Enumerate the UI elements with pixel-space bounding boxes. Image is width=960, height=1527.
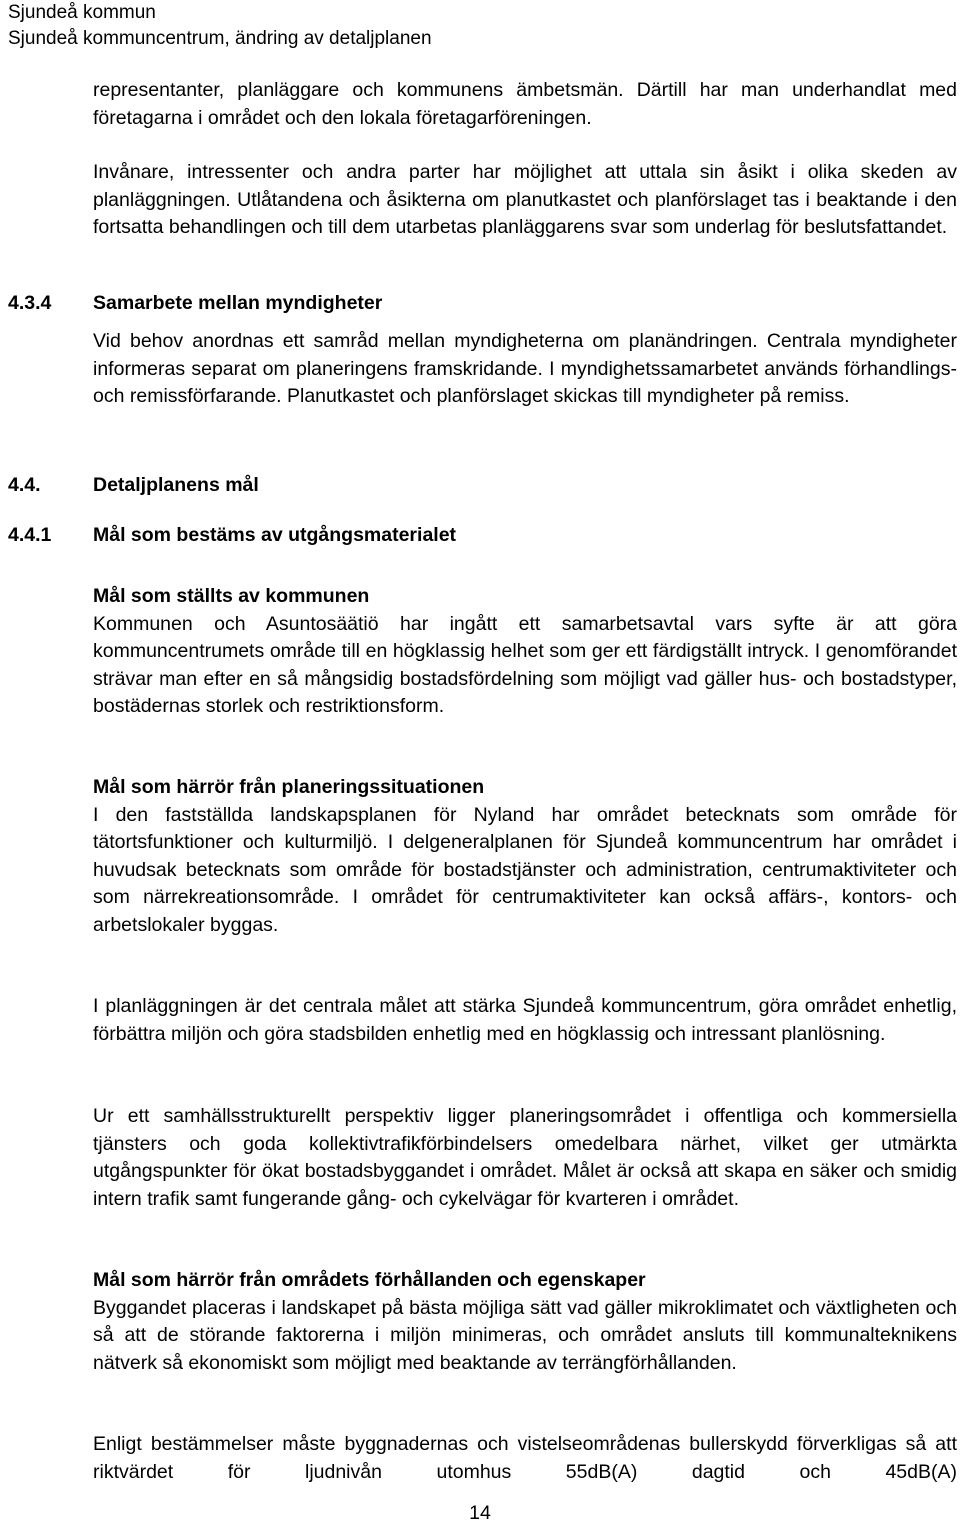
paragraph-invanare — [93, 159, 957, 242]
paragraph-text: Invånare, intressenter och andra parter har möjlighet att uttala sin åsikt i olika skeden av planläggningen. Utlåtandena och åsikterna om planutkastet och planförslaget tas i beaktande i den fortsatta behandlingen och till dem utarbetas planläggarens svar som underlag för beslutsfattandet. — [93, 161, 957, 238]
section-title: Mål som bestäms av utgångsmaterialet — [93, 524, 457, 546]
page-header — [8, 0, 432, 52]
subsection-kommunen — [93, 583, 957, 721]
subsection-planering — [93, 774, 957, 939]
paragraph-text: Byggandet placeras i landskapet på bästa möjliga sätt vad gäller mikroklimatet och växtligheten och så att de störande faktorerna i miljön minimeras, och området ansluts till kommunalteknikens nätverk så ekonomiskt som möjligt med beaktande av terrängförhållanden. — [93, 1296, 957, 1374]
page-number: 14 — [469, 1502, 491, 1524]
subsection-heading: Mål som härrör från planeringssituationen — [93, 776, 485, 798]
paragraph-text: I planläggningen är det centrala målet att stärka Sjundeå kommuncentrum, göra området enhetlig, förbättra miljön och göra stadsbilden enhetlig med en högklassig och intressant planlösning. — [93, 995, 957, 1045]
subsection-egenskaper — [93, 1267, 957, 1377]
section-number: 4.4.1 — [8, 524, 52, 546]
paragraph-intro — [93, 77, 957, 132]
section-title: Samarbete mellan myndigheter — [93, 292, 383, 314]
paragraph-samhalle — [93, 1103, 957, 1213]
header-document-title: Sjundeå kommuncentrum, ändring av detaljplanen — [8, 28, 432, 49]
paragraph-text: Ur ett samhällsstrukturellt perspektiv ligger planeringsområdet i offentliga och kommersiella tjänsters och goda kollektivtrafikförbindelsers omedelbara närhet, vilket ger utmärkta utgångspunkter för ökat bostadsbyggandet i området. Målet är också att skapa en säker och smidig intern trafik samt fungerande gång- och cykelvägar för kvarteren i området. — [93, 1105, 957, 1210]
section-title: Detaljplanens mål — [93, 474, 259, 496]
section-number: 4.3.4 — [8, 292, 52, 314]
paragraph-text: Vid behov anordnas ett samråd mellan myndigheterna om planändringen. Centrala myndigheter informeras separat om planeringens framskridande. I myndighetssamarbetet används förhandlings- och remissförfarande. Planutkastet och planförslaget skickas till myndigheter på remiss. — [93, 330, 957, 407]
paragraph-planlaggning — [93, 993, 957, 1048]
paragraph-buller — [93, 1431, 957, 1486]
subsection-heading: Mål som ställts av kommunen — [93, 585, 370, 607]
paragraph-text: representanter, planläggare och kommunens ämbetsmän. Därtill har man underhandlat med företagarna i området och den lokala företagarföreningen. — [93, 79, 957, 129]
header-municipality: Sjundeå kommun — [8, 2, 156, 23]
paragraph-samarbete — [93, 328, 957, 411]
paragraph-text: I den fastställda landskapsplanen för Nyland har området betecknats som område för tätortsfunktioner och kulturmiljö. I delgeneralplanen för Sjundeå kommuncentrum har området i huvudsak betecknats som område för bostadstjänster och administration, centrumaktiviteter och som närrekreationsområde. I området för centrumaktiviteter kan också affärs-, kontors- och arbetslokaler byggas. — [93, 803, 957, 936]
paragraph-text: Enligt bestämmelser måste byggnadernas och vistelseområdenas bullerskydd förverkligas så att riktvärdet för ljudnivån utomhus 55dB(A) dagtid och 45dB(A) — [93, 1433, 957, 1483]
section-number: 4.4. — [8, 474, 41, 496]
paragraph-text: Kommunen och Asuntosäätiö har ingått ett samarbetsavtal vars syfte är att göra kommuncentrumets område till en högklassig helhet som ger ett färdigställt intryck. I genomförandet strävar man efter en så mångsidig bostadsfördelning som möjligt vad gäller hus- och bostadstyper, bostädernas storlek och restriktionsform. — [93, 612, 957, 717]
subsection-heading: Mål som härrör från områdets förhållanden och egenskaper — [93, 1269, 646, 1291]
